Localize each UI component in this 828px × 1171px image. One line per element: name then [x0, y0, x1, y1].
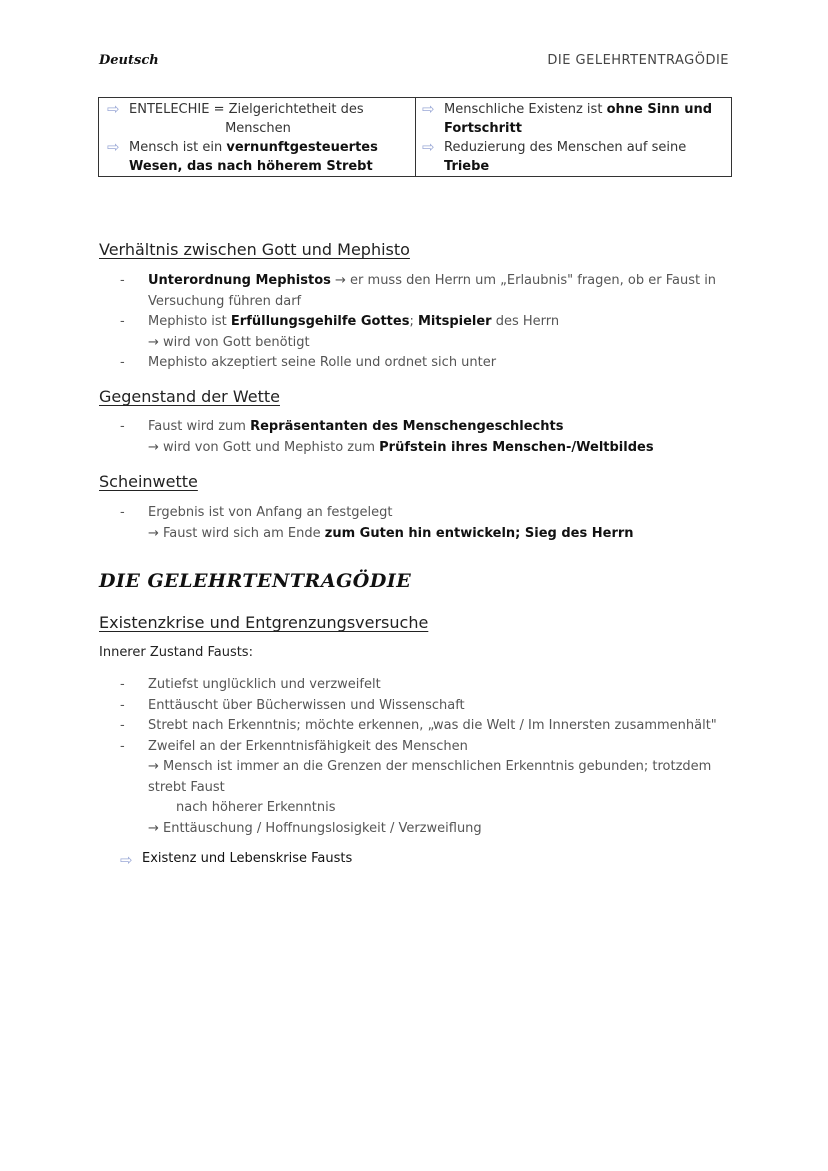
dash-icon: -	[120, 355, 125, 370]
header-subject: Deutsch	[99, 53, 159, 68]
arrow-right-icon: ⇨	[107, 138, 120, 156]
list-item: - Strebt nach Erkenntnis; möchte erkennen, „was die Welt / Im Innersten zusammenhält"	[120, 716, 717, 737]
section-heading: Gegenstand der Wette	[99, 387, 280, 406]
bullet-list	[120, 675, 717, 839]
section-heading: Verhältnis zwischen Gott und Mephisto	[99, 240, 410, 259]
section-heading: Scheinwette	[99, 472, 198, 491]
conclusion-text: Existenz und Lebenskrise Fausts	[142, 851, 353, 866]
bullet-list	[120, 417, 654, 458]
cell-text: Menschen	[225, 121, 291, 136]
arrow-right-icon: ⇨	[120, 851, 133, 869]
dash-icon: -	[120, 697, 125, 713]
list-item: - Unterordnung Mephistos → er muss den Herrn um „Erlaubnis" fragen, ob er Faust in Versuchung führen darf	[120, 273, 717, 309]
dash-icon: -	[120, 419, 125, 434]
list-item: - Zutiefst unglücklich und verzweifelt	[120, 675, 717, 696]
cell-text: Wesen, das nach höherem Strebt	[129, 159, 373, 174]
cell-text: Mensch ist ein vernunftgesteuertes	[129, 140, 378, 155]
dash-icon: -	[120, 718, 125, 733]
dash-icon: -	[120, 738, 125, 754]
summary-table	[98, 97, 732, 177]
section-heading: Existenzkrise und Entgrenzungsversuche	[99, 613, 429, 632]
subheading: Innerer Zustand Fausts:	[99, 645, 253, 660]
cell-text: Triebe	[444, 159, 490, 174]
page-title: DIE GELEHRTENTRAGÖDIE	[99, 570, 412, 592]
table-cell-right	[415, 98, 731, 176]
list-item: - Mephisto akzeptiert seine Rolle und ordnet sich unter	[120, 353, 716, 374]
list-item: - Faust wird zum Repräsentanten des Menschengeschlechts → wird von Gott und Mephisto zum Prüfstein ihres Menschen-/Weltbildes	[120, 419, 654, 455]
bullet-list	[120, 503, 634, 544]
dash-icon: -	[120, 677, 125, 692]
list-item: - Enttäuscht über Bücherwissen und Wissenschaft	[120, 696, 717, 717]
table-cell-left	[99, 98, 415, 176]
cell-text: ENTELECHIE = Zielgerichtetheit des	[129, 102, 364, 117]
list-item: - Ergebnis ist von Anfang an festgelegt → Faust wird sich am Ende zum Guten hin entwickeln; Sieg des Herrn	[120, 505, 634, 541]
arrow-right-icon: ⇨	[422, 100, 435, 118]
cell-text: Reduzierung des Menschen auf seine	[444, 140, 687, 155]
arrow-right-icon: ⇨	[422, 138, 435, 156]
header-topic: DIE GELEHRTENTRAGÖDIE	[547, 53, 729, 68]
bullet-list	[120, 271, 716, 374]
list-item: - Zweifel an der Erkenntnisfähigkeit des Menschen → Mensch ist immer an die Grenzen der menschlichen Erkenntnis gebunden; trotzdem strebt Faust nach höherer Erkenntnis → Enttäuschung / Hoffnungslosigkeit / Verzweiflung	[120, 738, 712, 836]
dash-icon: -	[120, 273, 125, 288]
arrow-right-icon: ⇨	[107, 100, 120, 118]
cell-text: Fortschritt	[444, 121, 522, 136]
dash-icon: -	[120, 505, 125, 520]
conclusion-line	[120, 851, 352, 870]
cell-text: Menschliche Existenz ist ohne Sinn und	[444, 102, 713, 117]
dash-icon: -	[120, 314, 125, 329]
list-item: - Mephisto ist Erfüllungsgehilfe Gottes; Mitspieler des Herrn → wird von Gott benötigt	[120, 314, 560, 350]
